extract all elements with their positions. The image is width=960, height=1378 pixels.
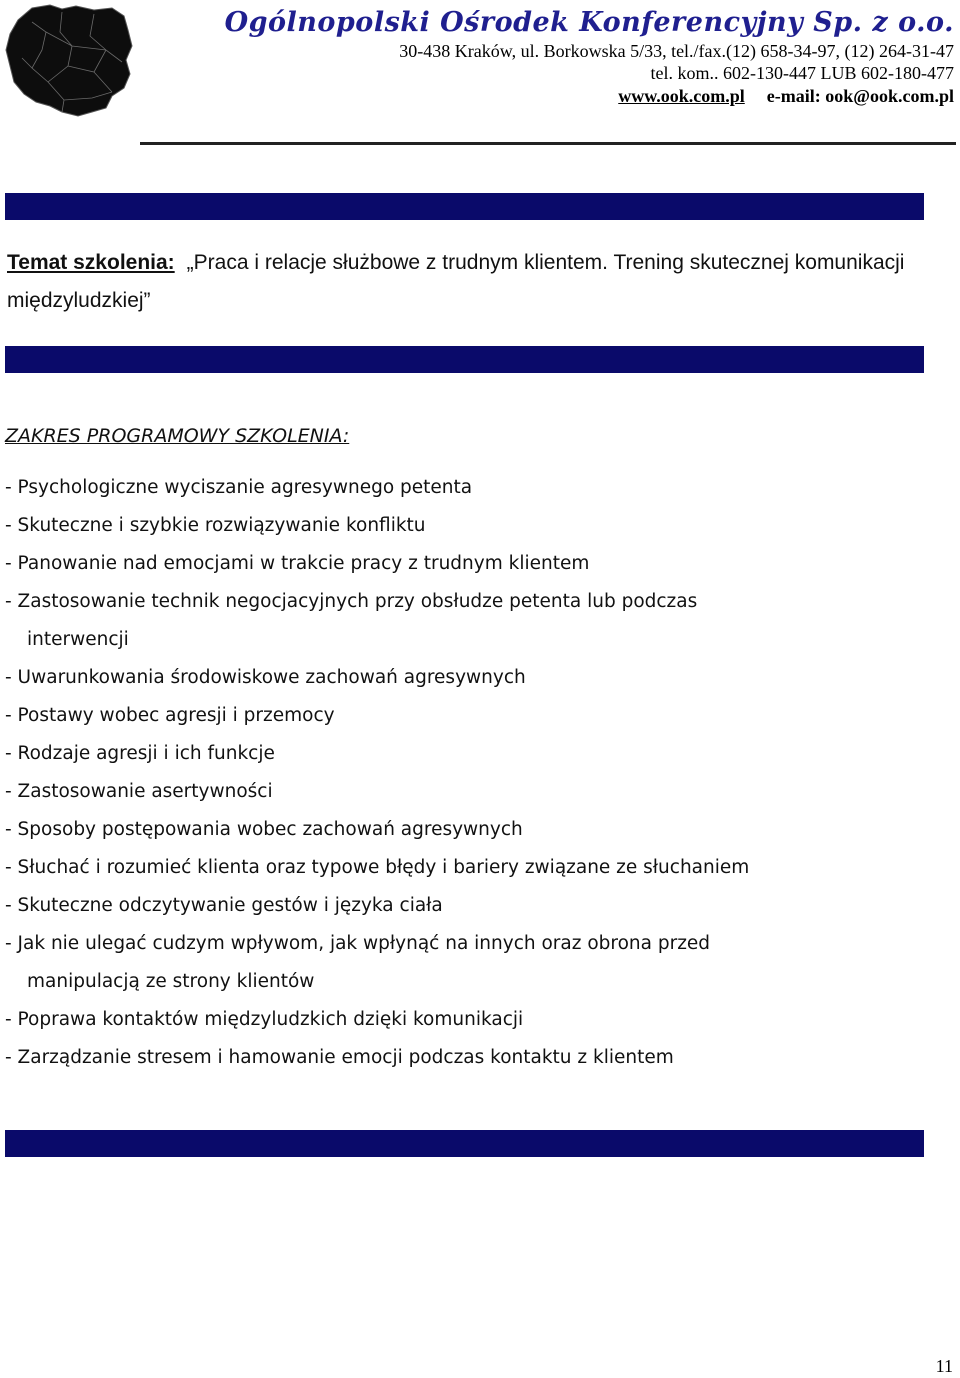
list-item: [5, 1001, 935, 1039]
list-item-text: - Uwarunkowania środowiskowe zachowań agresywnych: [5, 667, 526, 688]
company-address: 30-438 Kraków, ul. Borkowska 5/33, tel./fax.(12) 658-34-97, (12) 264-31-47: [399, 41, 954, 61]
list-item-text: - Postawy wobec agresji i przemocy: [5, 705, 335, 726]
list-item: [5, 887, 935, 925]
list-item: [5, 659, 935, 697]
list-item: [5, 773, 935, 811]
list-item-text: - Psychologiczne wyciszanie agresywnego petenta: [5, 477, 473, 498]
list-item-text: - Poprawa kontaktów międzyludzkich dzięki komunikacji: [5, 1009, 524, 1030]
program-list: [5, 469, 935, 1077]
list-item: [5, 811, 935, 849]
topic-text: „Praca i relacje służbowe z trudnym klientem. Trening skutecznej komunikacji międzyludzkiej”: [7, 251, 905, 312]
list-item-text: - Rodzaje agresji i ich funkcje: [5, 743, 275, 764]
blue-band-middle: [5, 346, 924, 373]
list-item-text: - Skuteczne i szybkie rozwiązywanie konfliktu: [5, 515, 426, 536]
website-link[interactable]: www.ook.com.pl: [618, 86, 745, 106]
list-item: [5, 849, 935, 887]
list-item-text: - Jak nie ulegać cudzym wpływom, jak wpłynąć na innych oraz obrona przed: [5, 933, 711, 954]
contact-web-line: [225, 84, 954, 108]
email-text[interactable]: e-mail: ook@ook.com.pl: [766, 86, 954, 106]
poland-map-icon: [2, 2, 136, 120]
list-item-text: - Słuchać i rozumieć klienta oraz typowe błędy i bariery związane ze słuchaniem: [5, 857, 750, 878]
list-item-text: - Zastosowanie asertywności: [5, 781, 273, 802]
list-item-continuation: interwencji: [27, 629, 129, 650]
program-title: ZAKRES PROGRAMOWY SZKOLENIA:: [5, 425, 350, 447]
blue-band-bottom: [5, 1130, 924, 1157]
list-item: [5, 1039, 935, 1077]
list-item: [5, 735, 935, 773]
blue-band-top: [5, 193, 924, 220]
list-item-text: - Zarządzanie stresem i hamowanie emocji podczas kontaktu z klientem: [5, 1047, 674, 1068]
list-item: [5, 925, 935, 1001]
company-header: [225, 6, 954, 108]
list-item-text: - Panowanie nad emocjami w trakcie pracy z trudnym klientem: [5, 553, 590, 574]
company-phone: tel. kom.. 602-130-447 LUB 602-180-477: [650, 63, 954, 83]
list-item: [5, 697, 935, 735]
list-item-text: - Skuteczne odczytywanie gestów i języka ciała: [5, 895, 443, 916]
list-item-text: - Zastosowanie technik negocjacyjnych przy obsłudze petenta lub podczas: [5, 591, 698, 612]
list-item: [5, 545, 935, 583]
company-name: Ogólnopolski Ośrodek Konferencyjny Sp. z o.o.: [224, 7, 954, 38]
list-item: [5, 583, 935, 659]
page-number: 11: [935, 1356, 953, 1376]
topic-label: Temat szkolenia:: [7, 251, 175, 274]
training-topic: [7, 244, 927, 320]
list-item-text: - Sposoby postępowania wobec zachowań agresywnych: [5, 819, 523, 840]
list-item: [5, 507, 935, 545]
list-item: [5, 469, 935, 507]
header-divider: [140, 142, 956, 145]
list-item-continuation: manipulacją ze strony klientów: [27, 971, 315, 992]
